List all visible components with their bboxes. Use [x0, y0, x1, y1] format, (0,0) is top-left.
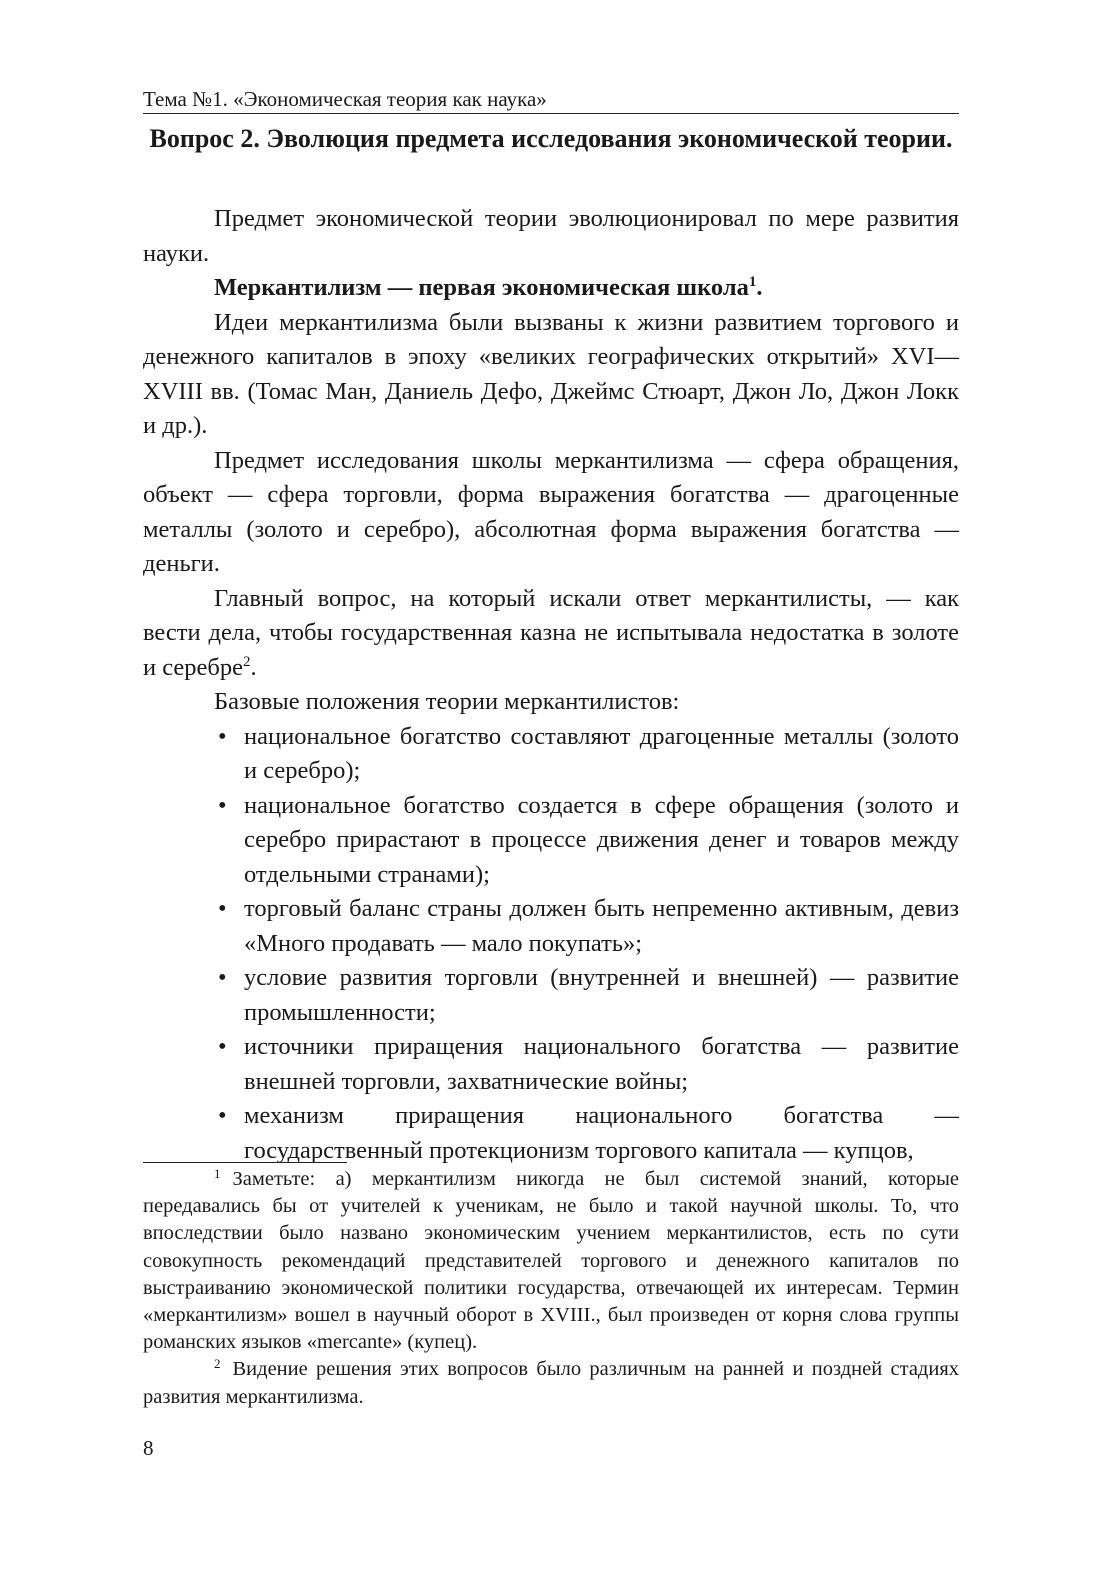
list-item: • механизм приращения национального богатства — государственный протекционизм торгового капитала — купцов,	[214, 1099, 959, 1168]
list-intro: Базовые положения теории меркантилистов:	[214, 688, 680, 715]
main-question-tail: .	[250, 653, 257, 681]
paragraph-origins: Идеи меркантилизма были вызваны к жизни развитием торгового и денежного капиталов в эпоху «великих географических открытий» XVI—XVIII вв. (Томас Ман, Даниель Дефо, Джеймс Стюарт, Джон Ло, Джон Локк и др.).	[143, 308, 959, 439]
bullet-list	[143, 720, 959, 1169]
main-question-text: Главный вопрос, на который искали ответ меркантилисты, — как вести дела, чтобы государственная казна не испытывала недостатка в золоте и серебре	[143, 584, 959, 681]
body-text	[143, 202, 959, 1168]
page-number: 8	[143, 1436, 154, 1460]
paragraph-intro: Предмет экономической теории эволюционировал по мере развития науки.	[143, 205, 959, 267]
list-item: • источники приращения национального богатства — развитие внешней торговли, захватнические войны;	[214, 1030, 959, 1099]
paragraph-main-question	[143, 582, 959, 686]
list-item: • торговый баланс страны должен быть непременно активным, девиз «Много продавать — мало покупать»;	[214, 892, 959, 961]
list-item: • национальное богатство создается в сфере обращения (золото и серебро прирастают в процессе движения денег и товаров между отдельными странами);	[214, 789, 959, 893]
paragraph-subject: Предмет исследования школы меркантилизма — сфера обращения, объект — сфера торговли, форма выражения богатства — драгоценные металлы (золото и серебро), абсолютная форма выражения богатства — деньги.	[143, 446, 959, 577]
footnote-text: Видение решения этих вопросов было различным на ранней и поздней стадиях развития меркантилизма.	[143, 1358, 959, 1408]
list-item: • национальное богатство составляют драгоценные металлы (золото и серебро);	[214, 720, 959, 789]
subheading-text: Меркантилизм — первая экономическая школа	[214, 274, 749, 301]
footnote-1	[143, 1166, 959, 1356]
list-item: • условие развития торговли (внутренней и внешней) — развитие промышленности;	[214, 961, 959, 1030]
footnote-rule	[143, 1162, 347, 1163]
subheading-tail: .	[756, 274, 763, 301]
section-title: Вопрос 2. Эволюция предмета исследования экономической теории.	[149, 124, 953, 153]
running-head: Тема №1. «Экономическая теория как наука»	[143, 87, 547, 111]
header-rule	[143, 113, 959, 114]
footnote-ref-2: 2	[243, 653, 251, 670]
footnote-text: Заметьте: а) меркантилизм никогда не был системой знаний, которые передавались бы от учителей к ученикам, не было и такой научной школы. То, что впоследствии было названо экономическим учением меркантилистов, есть по сути совокупность рекомендаций представителей торгового и денежного капиталов по выстраиванию экономической политики государства, отвечающей их интересам. Термин «меркантилизм» вошел в научный оборот в XVIII., был произведен от корня слова группы романских языков «mercante» (купец).	[143, 1168, 959, 1354]
subheading	[143, 271, 959, 306]
footnote-ref-1: 1	[748, 274, 757, 290]
footnote-mark: 2	[214, 1356, 221, 1372]
footnote-mark: 1	[214, 1166, 221, 1181]
footnotes	[143, 1166, 959, 1411]
footnote-2	[143, 1356, 959, 1410]
